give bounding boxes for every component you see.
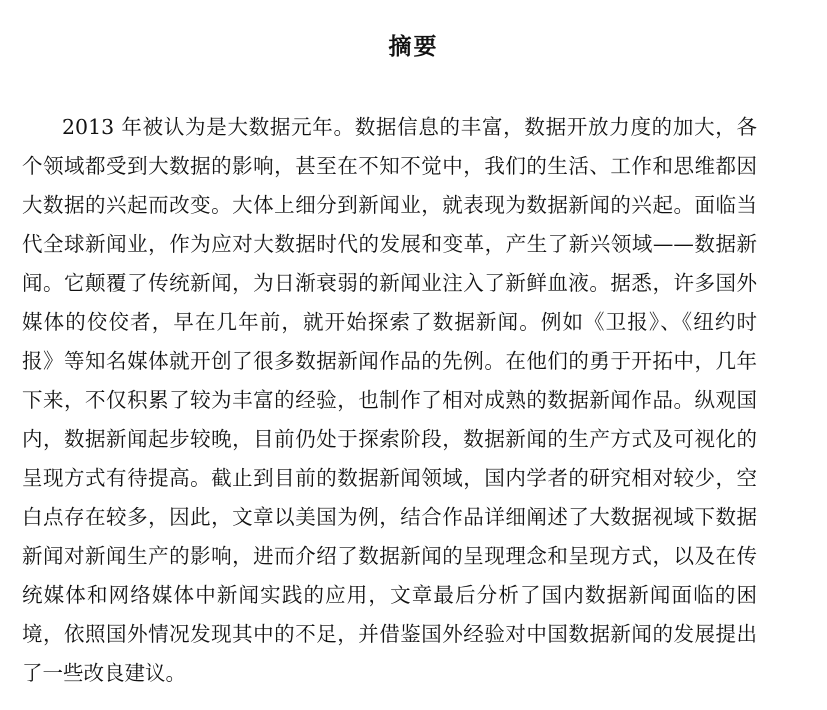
body-line: 闻。它颠覆了传统新闻，为日渐衰弱的新闻业注入了新鲜血液。据悉，许多国外 — [22, 271, 757, 295]
abstract-title: 摘要 — [388, 34, 439, 60]
body-line: 下来，不仅积累了较为丰富的经验，也制作了相对成熟的数据新闻作品。纵观国 — [22, 388, 757, 412]
body-line: 白点存在较多，因此，文章以美国为例，结合作品详细阐述了大数据视域下数据 — [22, 505, 757, 529]
body-line: 媒体的佼佼者，早在几年前，就开始探索了数据新闻。例如《卫报》、《纽约时 — [22, 310, 757, 334]
body-line: 大数据的兴起而改变。大体上细分到新闻业，就表现为数据新闻的兴起。面临当 — [22, 193, 757, 217]
body-line: 呈现方式有待提高。截止到目前的数据新闻领域，国内学者的研究相对较少，空 — [22, 466, 757, 490]
body-line: 境，依照国外情况发现其中的不足，并借鉴国外经验对中国数据新闻的发展提出 — [22, 622, 757, 646]
body-line: 新闻对新闻生产的影响，进而介绍了数据新闻的呈现理念和呈现方式，以及在传 — [22, 544, 757, 568]
body-line-last: 了一些改良建议。 — [22, 661, 186, 685]
body-line: 统媒体和网络媒体中新闻实践的应用，文章最后分析了国内数据新闻面临的困 — [22, 583, 757, 607]
body-line: 报》等知名媒体就开创了很多数据新闻作品的先例。在他们的勇于开拓中，几年 — [22, 349, 757, 373]
body-line: 个领域都受到大数据的影响，甚至在不知不觉中，我们的生活、工作和思维都因 — [22, 154, 757, 178]
body-line: 内，数据新闻起步较晚，目前仍处于探索阶段，数据新闻的生产方式及可视化的 — [22, 427, 757, 451]
body-line: 2013 年被认为是大数据元年。数据信息的丰富，数据开放力度的加大，各 — [62, 115, 757, 139]
body-line: 代全球新闻业，作为应对大数据时代的发展和变革，产生了新兴领域——数据新 — [22, 232, 757, 256]
